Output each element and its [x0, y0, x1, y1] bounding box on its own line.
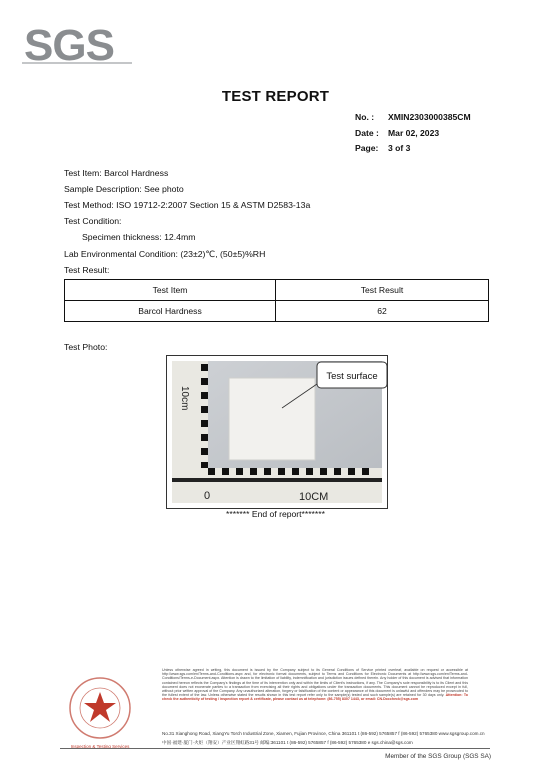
address-en: No.31 Xianghong Road, XiangYu Torch Industrial Zone, Xiamen, Fujian Province, China 361101 t (86-592) 5765857 f (86-592) 5765380 www.sgsgroup.com.cn	[162, 731, 485, 736]
end-of-report: ******* End of report*******	[226, 509, 325, 519]
test-item: Test Item: Barcol Hardness	[64, 168, 169, 178]
test-method: Test Method: ISO 19712-2:2007 Section 15 & ASTM D2583-13a	[64, 200, 311, 210]
table-header-row	[65, 280, 489, 301]
footer-divider	[60, 748, 490, 749]
star-icon	[84, 692, 116, 722]
report-date-value: Mar 02, 2023	[388, 127, 440, 138]
test-result-label: Test Result:	[64, 265, 110, 275]
footer-disclaimer	[162, 668, 468, 702]
table-header-cell: Test Result	[276, 280, 489, 301]
result-table	[64, 279, 489, 322]
attention-text: Attention: To check the authenticity of testing / inspection report & certificate, please contact us at telephone: (86-755) 8307 1443, or email: CN.Doccheck@sgs.com	[162, 693, 468, 702]
sample-description: Sample Description: See photo	[64, 184, 184, 194]
member-text: Member of the SGS Group (SGS SA)	[385, 753, 491, 760]
page-title: TEST REPORT	[221, 88, 330, 105]
report-page-value: 3 of 3	[388, 143, 411, 153]
table-row	[65, 301, 489, 322]
sgs-logo	[22, 16, 132, 68]
test-photo	[166, 355, 388, 509]
callout-test-surface: Test surface	[326, 371, 378, 382]
address-cn: 中国·福建·厦门·火炬（翔安）产业区翔虹路31号 邮编:361101 t (86-592) 5765857 f (86-592) 5765380 e sgs.china@sgs.com	[162, 740, 413, 745]
specimen	[229, 378, 315, 460]
footer-address	[162, 729, 492, 747]
specimen-thickness: Specimen thickness: 12.4mm	[82, 232, 196, 242]
report-meta	[355, 110, 471, 157]
report-no-value: XMIN2303000385CM	[388, 112, 471, 122]
ruler-bottom-label: 10CM	[299, 491, 329, 503]
report-date-label: Date :	[355, 127, 379, 138]
stamp-text: Inspection & Testing Services	[70, 744, 130, 749]
inspection-stamp	[60, 670, 160, 755]
table-cell: 62	[276, 301, 489, 322]
report-no-label: No. :	[355, 112, 375, 122]
table-header-cell: Test Item	[65, 280, 276, 301]
ruler-left-label: 10cm	[179, 386, 190, 411]
ruler-zero-label: 0	[204, 490, 211, 502]
sgs-logo-text: SGS	[24, 21, 114, 68]
disclaimer-text: Unless otherwise agreed in writing, this document is issued by the Company subject to its General Conditions of Service printed overleaf, available on request or accessible at http://www.sgs.com/en/Terms-and-Conditions.aspx and, for electronic format documents, subject to Terms and Conditions for Electronic Documents at http://www.sgs.com/en/Terms-and-Conditions/Terms-e-Document.aspx. Attention is drawn to the limitation of liability, indemnification and jurisdiction issues defined therein. Any holder of this document is advised that information contained hereon reflects the Company's findings at the time of its intervention only and within the limits of Client's instructions, if any. The Company's sole responsibility is to its Client and this document does not exonerate parties to a transaction from exercising all their rights and obligations under the transaction documents. This document cannot be reproduced except in full, without prior written approval of the Company. Any unauthorized alteration, forgery or falsification of the content or appearance of this document is unlawful and offenders may be prosecuted to the fullest extent of the law. Unless otherwise stated the results shown in this test report refer only to the sample(s) tested and such sample(s) are retained for 30 days only.	[162, 668, 468, 698]
test-photo-label: Test Photo:	[64, 342, 108, 352]
table-cell: Barcol Hardness	[65, 301, 276, 322]
lab-environment: Lab Environmental Condition: (23±2)℃, (50±5)%RH	[64, 249, 266, 259]
test-condition: Test Condition:	[64, 216, 122, 226]
report-page-label: Page:	[355, 143, 379, 153]
